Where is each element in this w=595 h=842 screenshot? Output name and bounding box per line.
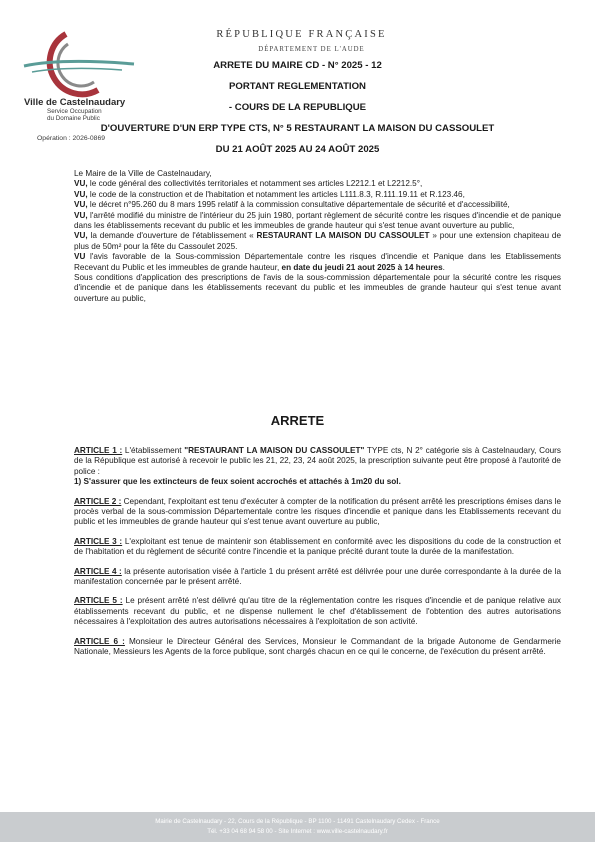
vu-text: le code général des collectivités territoriales et notamment ses articles L2212.1 et L2212.5°, xyxy=(87,179,423,189)
decree-number: ARRETE DU MAIRE CD - N° 2025 - 12 xyxy=(213,60,382,71)
logo-service-line: Service Occupation xyxy=(47,108,102,115)
preamble-vu xyxy=(74,200,561,210)
article-label: ARTICLE 1 : xyxy=(74,446,123,455)
article-text: la présente autorisation visée à l'article 1 du présent arrêté est délivrée pour une durée correspondante à la durée de la manifestation concernée par le présent arrêté. xyxy=(74,566,561,587)
decree-dates: DU 21 AOÛT 2025 AU 24 AOÛT 2025 xyxy=(215,144,380,155)
vu-text: le décret n°95.260 du 8 mars 1995 relatif à la commission consultative départementale de sécurité et d'accessibilité, xyxy=(87,200,510,210)
vu-text: » pour une extension chapiteau de plus de 50m² pour la fête du Cassoulet 2025. xyxy=(74,231,562,251)
establishment-name: "RESTAURANT LA MAISON DU CASSOULET" xyxy=(184,446,365,455)
vu-label: VU, xyxy=(74,210,88,220)
vu-label: VU xyxy=(74,252,86,262)
arrete-title: ARRETE xyxy=(270,413,325,428)
preamble-opening: Le Maire de la Ville de Castelnaudary, xyxy=(74,169,212,178)
vu-label: VU, xyxy=(74,179,88,189)
vu-text: le code de la construction et de l'habitation et notamment les articles L111.8.3, R.111.19.11 et R.123.46, xyxy=(87,189,465,199)
article-label: ARTICLE 6 : xyxy=(74,636,125,646)
footer-address: Mairie de Castelnaudary - 22, Cours de la République - BP 1100 - 11491 Castelnaudary Cedex - France xyxy=(155,818,440,825)
article-label: ARTICLE 4 : xyxy=(74,566,122,576)
vu-label: VU, xyxy=(74,200,88,210)
preamble-vu xyxy=(74,252,561,273)
article-text: L'exploitant est tenue de maintenir son établissement en conformité avec les dispositions du code de la construction et de l'habitation et du règlement de sécurité contre l'incendie et la panique précité durant toute la durée de la manifestation. xyxy=(74,536,561,557)
commission-date: en date du jeudi 21 aout 2025 à 14 heures xyxy=(281,262,443,272)
article-4 xyxy=(74,567,561,588)
decree-subtitle: PORTANT REGLEMENTATION xyxy=(229,81,366,92)
article-5 xyxy=(74,596,561,627)
page-footer xyxy=(0,812,595,842)
vu-text: l'avis favorable de la Sous-commission Départementale contre les risques d'incendie et Panique dans les Etablissements Recevant du Public et les immeubles de grande hauteur, xyxy=(74,252,561,272)
article-label: ARTICLE 3 : xyxy=(74,536,123,546)
article-1-prescription: 1) S'assurer que les extincteurs de feux soient accrochés et attachés à 1m20 du sol. xyxy=(74,477,401,487)
article-text: Le présent arrêté n'est délivré qu'au titre de la réglementation contre les risques d'incendie et de panique relative aux établissements recevant du public, et ne dispense nullement le chef d'établissement de l'obtention des autres autorisations nécessaires à l'exploitation des autres autorisations nécessaires à l'exploitation de son activité. xyxy=(74,596,562,627)
article-text: Cependant, l'exploitant est tenu d'exécuter à compter de la notification du présent arrêté les prescriptions émises dans le procès verbal de la sous-commission Départementale contre les risques d'incendie et panique dans les Etablissements recevant du public et les immeubles de grande hauteur qui s'est tenue avant ouverture au public, xyxy=(74,496,561,527)
preamble-vu xyxy=(74,190,561,200)
decree-location: - COURS DE LA REPUBLIQUE xyxy=(228,102,367,113)
vu-label: VU, xyxy=(74,231,88,241)
article-label: ARTICLE 5 : xyxy=(74,596,123,606)
logo-service-line: du Domaine Public xyxy=(47,115,100,123)
decree-object: D'OUVERTURE D'UN ERP TYPE CTS, N° 5 RESTAURANT LA MAISON DU CASSOULET xyxy=(100,123,495,134)
article-3 xyxy=(74,537,561,558)
article-2 xyxy=(74,497,561,528)
article-text: TYPE cts, N 2° catégorie sis à Castelnaudary, Cours de la République est autorisé à recevoir le public les 21, 22, 23, 24 août 2025, la prescription suivante peut être proposé à l'autorité de police : xyxy=(74,446,562,476)
preamble-conditions: Sous conditions d'application des prescriptions de l'avis de la sous-commission départementale pour la sécurité contre les risques d'incendie et de panique dans les établissements recevant du public et les immeubles de grande hauteur qui s'est tenue avant ouverture au public, xyxy=(74,273,561,303)
preamble xyxy=(74,169,561,304)
footer-contact: Tél. +33 04 68 94 58 00 - Site Internet : www.ville-castelnaudary.fr xyxy=(207,828,388,835)
article-1 xyxy=(74,446,561,477)
vu-label: VU, xyxy=(74,189,88,199)
article-label: ARTICLE 2 : xyxy=(74,496,122,506)
department-name: DÉPARTEMENT DE L'AUDE xyxy=(258,46,365,53)
operation-number: Opération : 2026-0869 xyxy=(37,135,106,142)
article-text: L'établissement xyxy=(122,446,185,455)
preamble-vu xyxy=(74,179,561,189)
preamble-vu xyxy=(74,211,561,232)
vu-text: la demande d'ouverture de l'établissement « xyxy=(87,231,257,241)
republic-title: RÉPUBLIQUE FRANÇAISE xyxy=(216,29,387,40)
vu-text: . xyxy=(442,262,445,272)
establishment-name: RESTAURANT LA MAISON DU CASSOULET xyxy=(256,231,430,241)
preamble-vu xyxy=(74,231,561,252)
logo-city-name: Ville de Castelnaudary xyxy=(24,97,126,108)
vu-text: l'arrêté modifié du ministre de l'intérieur du 25 juin 1980, portant règlement de sécurité contre les risques d'incendie et de panique dans les établissements recevant du public et les immeubles de grande hauteur qui s'est tenue avant ouverture au public, xyxy=(74,210,561,231)
article-text: Monsieur le Directeur Général des Services, Monsieur le Commandant de la brigade Autonome de Gendarmerie Nationale, Messieurs les Agents de la force publique, sont chargés chacun en ce qui le concerne, de l'exécution du présent arrêté. xyxy=(74,636,561,657)
articles xyxy=(74,446,561,658)
article-6 xyxy=(74,637,561,658)
